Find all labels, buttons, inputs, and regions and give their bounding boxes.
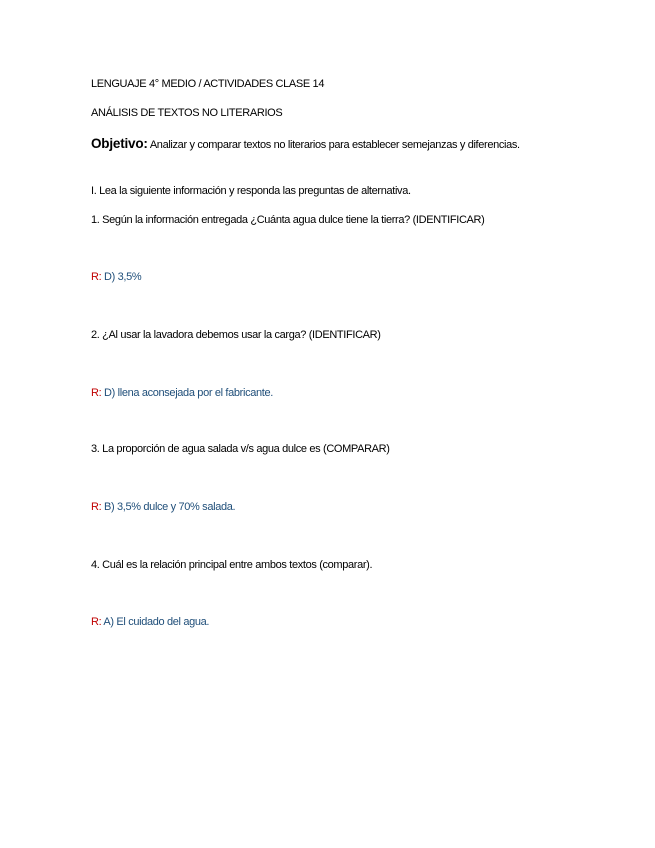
objective-text: Analizar y comparar textos no literarios para establecer semejanzas y diferencias. <box>149 139 520 151</box>
answer-3 <box>91 500 235 514</box>
answer-text: D) llena aconsejada por el fabricante. <box>101 387 273 399</box>
objective-label: Objetivo: <box>91 136 148 151</box>
answer-text: A) El cuidado del agua. <box>101 616 210 628</box>
answer-prefix: R: <box>91 271 102 283</box>
document-subtitle: ANÁLISIS DE TEXTOS NO LITERARIOS <box>91 107 283 119</box>
question-2: 2. ¿Al usar la lavadora debemos usar la carga? (IDENTIFICAR) <box>91 329 381 341</box>
answer-prefix: R: <box>91 616 102 628</box>
question-3: 3. La proporción de agua salada v/s agua dulce es (COMPARAR) <box>91 443 390 455</box>
answer-2 <box>91 386 273 400</box>
answer-1 <box>91 270 141 284</box>
question-1: 1. Según la información entregada ¿Cuánta agua dulce tiene la tierra? (IDENTIFICAR) <box>91 214 485 226</box>
objective-paragraph <box>91 134 536 155</box>
answer-text: B) 3,5% dulce y 70% salada. <box>101 501 236 513</box>
answer-prefix: R: <box>91 387 102 399</box>
answer-text: D) 3,5% <box>101 271 142 283</box>
instructions-text: I. Lea la siguiente información y responda las preguntas de alternativa. <box>91 185 411 197</box>
answer-4 <box>91 615 209 629</box>
answer-prefix: R: <box>91 501 102 513</box>
question-4: 4. Cuál es la relación principal entre ambos textos (comparar). <box>91 559 373 571</box>
document-title: LENGUAJE 4° MEDIO / ACTIVIDADES CLASE 14 <box>91 78 325 90</box>
